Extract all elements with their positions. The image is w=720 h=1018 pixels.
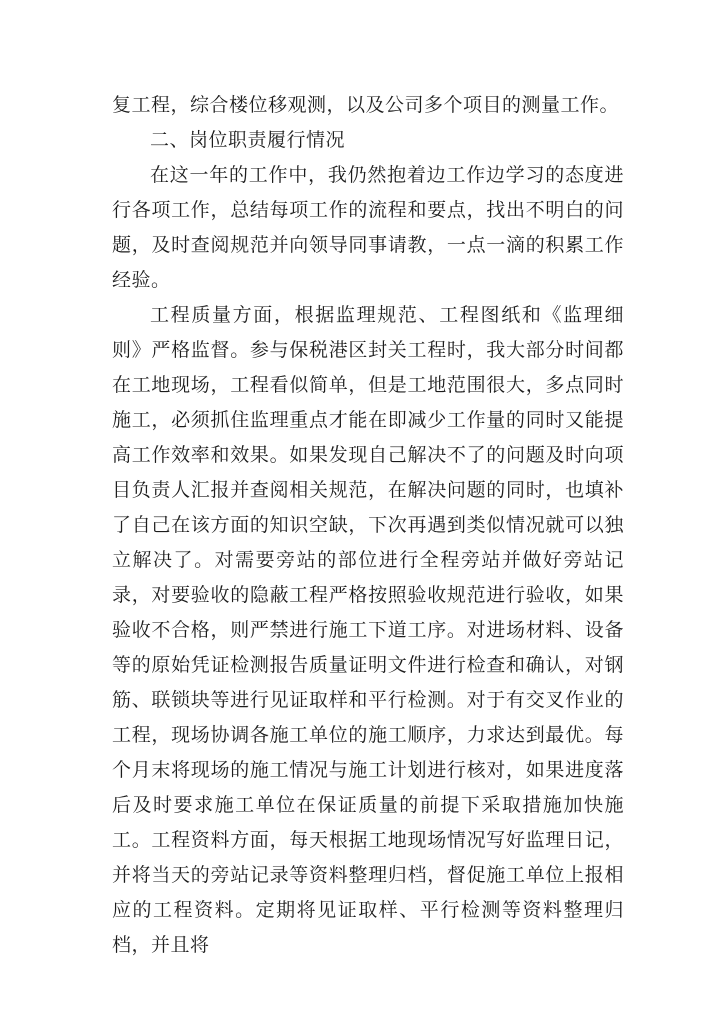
paragraph-continuation: 复工程，综合楼位移观测，以及公司多个项目的测量工作。 <box>112 94 620 116</box>
paragraph-work-attitude: 在这一年的工作中，我仍然抱着边工作边学习的态度进行各项工作，总结每项工作的流程和要点，找出不明白的问题，及时查阅规范并向领导同事请教，一点一滴的积累工作经验。 <box>112 164 624 291</box>
document-body <box>112 88 624 963</box>
section-heading: 二、岗位职责履行情况 <box>150 129 346 151</box>
paragraph-quality-control: 工程质量方面，根据监理规范、工程图纸和《监理细则》严格监督。参与保税港区封关工程时，我大部分时间都在工地现场，工程看似简单，但是工地范围很大，多点同时施工，必须抓住监理重点才能在即减少工作量的同时又能提高工作效率和效果。如果发现自己解决不了的问题及时向项目负责人汇报并查阅相关规范，在解决问题的同时，也填补了自己在该方面的知识空缺，下次再遇到类似情况就可以独立解决了。对需要旁站的部位进行全程旁站并做好旁站记录，对要验收的隐蔽工程严格按照验收规范进行验收，如果验收不合格，则严禁进行施工下道工序。对进场材料、设备等的原始凭证检测报告质量证明文件进行检查和确认，对钢筋、联锁块等进行见证取样和平行检测。对于有交叉作业的工程，现场协调各施工单位的施工顺序，力求达到最优。每个月末将现场的施工情况与施工计划进行核对，如果进度落后及时要求施工单位在保证质量的前提下采取措施加快施工。工程资料方面，每天根据工地现场情况写好监理日记，并将当天的旁站记录等资料整理归档，督促施工单位上报相应的工程资料。定期将见证取样、平行检测等资料整理归档，并且将 <box>112 304 624 956</box>
